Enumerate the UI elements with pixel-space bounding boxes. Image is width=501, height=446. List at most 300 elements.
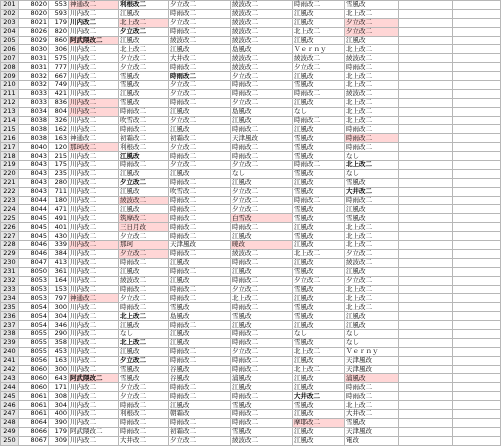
grid-cell[interactable]: 300 — [49, 365, 69, 374]
grid-cell[interactable]: 江風改 — [231, 321, 293, 330]
grid-cell[interactable]: 時雨改二 — [231, 365, 293, 374]
grid-cell[interactable]: 8033 — [19, 98, 49, 107]
grid-cell[interactable]: Ｖｅｒｎｙ — [293, 45, 345, 54]
grid-cell[interactable]: 421 — [49, 89, 69, 98]
grid-cell[interactable]: 時雨改二 — [345, 383, 399, 392]
grid-cell[interactable]: 夕立改二 — [231, 196, 293, 205]
grid-cell[interactable]: 時雨改二 — [231, 89, 293, 98]
grid-cell[interactable]: 時雨改二 — [231, 143, 293, 152]
grid-cell[interactable]: 雪風改 — [119, 81, 169, 90]
grid-cell[interactable]: 暁改 — [231, 241, 293, 250]
row-number-cell[interactable]: 222 — [1, 187, 19, 196]
grid-cell[interactable]: 8054 — [19, 312, 49, 321]
grid-cell[interactable] — [399, 436, 453, 445]
grid-cell[interactable]: 雪風改 — [231, 312, 293, 321]
grid-cell[interactable]: 時雨改二 — [119, 285, 169, 294]
grid-cell[interactable]: 夕立改二 — [169, 89, 231, 98]
grid-cell[interactable]: 時雨改二 — [293, 161, 345, 170]
grid-cell[interactable]: 時雨改二 — [119, 418, 169, 427]
grid-cell[interactable] — [399, 187, 453, 196]
grid-cell[interactable]: 時雨改二 — [231, 258, 293, 267]
grid-cell[interactable]: 綾波改二 — [119, 276, 169, 285]
grid-cell[interactable]: 時雨改二 — [169, 9, 231, 18]
grid-cell[interactable]: 時雨改二 — [119, 161, 169, 170]
grid-cell[interactable]: 北上改二 — [345, 294, 399, 303]
grid-cell[interactable]: 綾波改二 — [231, 249, 293, 258]
grid-cell[interactable]: 阿武隈改二 — [69, 427, 119, 436]
grid-cell[interactable]: 雪風改 — [293, 152, 345, 161]
grid-cell[interactable]: 夕立改二 — [169, 161, 231, 170]
row-number-cell[interactable]: 248 — [1, 418, 19, 427]
grid-cell[interactable] — [399, 321, 453, 330]
grid-cell[interactable] — [453, 241, 501, 250]
row-number-cell[interactable]: 217 — [1, 143, 19, 152]
grid-cell[interactable]: 夕立改二 — [345, 18, 399, 27]
grid-cell[interactable] — [399, 427, 453, 436]
grid-cell[interactable]: 471 — [49, 205, 69, 214]
grid-cell[interactable]: 川内改二 — [69, 107, 119, 116]
grid-cell[interactable]: 江風改 — [293, 374, 345, 383]
grid-cell[interactable]: 初霜改二 — [119, 134, 169, 143]
grid-cell[interactable]: 川内改二 — [69, 187, 119, 196]
grid-cell[interactable]: 777 — [49, 63, 69, 72]
grid-cell[interactable]: 235 — [49, 169, 69, 178]
grid-cell[interactable]: 川内改二 — [69, 392, 119, 401]
grid-cell[interactable]: 利根改二 — [119, 143, 169, 152]
grid-cell[interactable]: 夕立改二 — [119, 54, 169, 63]
grid-cell[interactable]: 北上改二 — [345, 232, 399, 241]
grid-cell[interactable]: 384 — [49, 249, 69, 258]
grid-cell[interactable] — [399, 418, 453, 427]
grid-cell[interactable]: 164 — [49, 276, 69, 285]
grid-cell[interactable] — [453, 116, 501, 125]
grid-cell[interactable]: 北上改二 — [293, 27, 345, 36]
grid-cell[interactable] — [399, 81, 453, 90]
grid-cell[interactable] — [453, 9, 501, 18]
grid-cell[interactable] — [399, 178, 453, 187]
grid-cell[interactable]: 時雨改二 — [169, 232, 231, 241]
grid-cell[interactable] — [453, 196, 501, 205]
grid-cell[interactable] — [453, 178, 501, 187]
grid-cell[interactable]: 江風改 — [169, 125, 231, 134]
grid-cell[interactable]: 時雨改二 — [169, 321, 231, 330]
grid-cell[interactable]: 島風改 — [231, 107, 293, 116]
row-number-cell[interactable]: 214 — [1, 116, 19, 125]
grid-cell[interactable]: 江風改 — [231, 178, 293, 187]
grid-cell[interactable]: 川内改二 — [69, 45, 119, 54]
grid-cell[interactable]: 天津風改 — [169, 241, 231, 250]
grid-cell[interactable]: 北上改二 — [293, 249, 345, 258]
grid-cell[interactable]: 8060 — [19, 383, 49, 392]
grid-cell[interactable]: 那珂改二 — [69, 143, 119, 152]
grid-cell[interactable]: 江風改 — [231, 383, 293, 392]
grid-cell[interactable]: 北上改二 — [345, 161, 399, 170]
grid-cell[interactable]: 400 — [49, 409, 69, 418]
grid-cell[interactable]: 夕立改二 — [169, 81, 231, 90]
grid-cell[interactable]: なし — [293, 329, 345, 338]
grid-cell[interactable]: 江風改 — [293, 356, 345, 365]
grid-cell[interactable]: 雪風改 — [293, 232, 345, 241]
grid-cell[interactable]: 雪風改 — [293, 81, 345, 90]
grid-cell[interactable]: 川内改二 — [69, 81, 119, 90]
grid-cell[interactable]: 江風改 — [169, 169, 231, 178]
grid-cell[interactable]: なし — [345, 329, 399, 338]
grid-cell[interactable] — [399, 169, 453, 178]
grid-cell[interactable] — [453, 18, 501, 27]
grid-cell[interactable]: 北上改二 — [345, 303, 399, 312]
grid-cell[interactable]: 綾波改二 — [231, 18, 293, 27]
grid-cell[interactable]: 江風改 — [119, 152, 169, 161]
grid-cell[interactable]: 夕立改二 — [119, 27, 169, 36]
grid-cell[interactable] — [399, 9, 453, 18]
grid-cell[interactable]: なし — [345, 338, 399, 347]
grid-cell[interactable]: 749 — [49, 81, 69, 90]
grid-cell[interactable]: 夕立改二 — [119, 294, 169, 303]
grid-cell[interactable]: 阿武隈改二 — [69, 36, 119, 45]
grid-cell[interactable] — [453, 285, 501, 294]
grid-cell[interactable] — [399, 365, 453, 374]
grid-cell[interactable]: 北上改二 — [345, 107, 399, 116]
grid-cell[interactable]: 川内改二 — [69, 9, 119, 18]
grid-cell[interactable]: 8046 — [19, 249, 49, 258]
grid-cell[interactable]: 川内改二 — [69, 125, 119, 134]
grid-cell[interactable]: 280 — [49, 178, 69, 187]
row-number-cell[interactable]: 235 — [1, 303, 19, 312]
grid-cell[interactable]: 川内改二 — [69, 347, 119, 356]
grid-cell[interactable] — [399, 383, 453, 392]
grid-cell[interactable] — [399, 27, 453, 36]
grid-cell[interactable]: 江風改 — [119, 347, 169, 356]
grid-cell[interactable]: 江風改 — [293, 72, 345, 81]
grid-cell[interactable]: 川内改二 — [69, 383, 119, 392]
grid-cell[interactable]: 江風改 — [119, 169, 169, 178]
grid-cell[interactable]: 雪風改 — [293, 205, 345, 214]
grid-cell[interactable]: 雪風改 — [169, 303, 231, 312]
grid-cell[interactable]: 江風改 — [169, 329, 231, 338]
grid-cell[interactable]: 雪風改 — [119, 72, 169, 81]
grid-cell[interactable]: 綾波改二 — [293, 54, 345, 63]
grid-cell[interactable]: 川内改二 — [69, 54, 119, 63]
grid-cell[interactable]: 夕立改二 — [345, 27, 399, 36]
grid-cell[interactable]: 夕立改二 — [231, 98, 293, 107]
grid-cell[interactable]: 川内改二 — [69, 409, 119, 418]
row-number-cell[interactable]: 239 — [1, 338, 19, 347]
grid-cell[interactable]: 綾波改二 — [169, 36, 231, 45]
row-number-cell[interactable]: 240 — [1, 347, 19, 356]
grid-cell[interactable] — [399, 72, 453, 81]
grid-cell[interactable]: 時雨改二 — [169, 152, 231, 161]
grid-cell[interactable] — [399, 223, 453, 232]
grid-cell[interactable]: 時雨改二 — [169, 418, 231, 427]
grid-cell[interactable]: 8060 — [19, 365, 49, 374]
grid-cell[interactable] — [453, 392, 501, 401]
grid-cell[interactable]: 夕立改二 — [119, 232, 169, 241]
grid-cell[interactable]: 雪風改 — [345, 214, 399, 223]
grid-cell[interactable]: 8055 — [19, 329, 49, 338]
grid-cell[interactable]: 夕立改二 — [231, 347, 293, 356]
row-number-cell[interactable]: 247 — [1, 409, 19, 418]
grid-cell[interactable]: 雪風改 — [231, 401, 293, 410]
row-number-cell[interactable]: 218 — [1, 152, 19, 161]
grid-cell[interactable] — [453, 374, 501, 383]
grid-cell[interactable]: 北上改二 — [119, 312, 169, 321]
grid-cell[interactable]: 時雨改二 — [231, 409, 293, 418]
row-number-cell[interactable]: 211 — [1, 89, 19, 98]
grid-cell[interactable]: 時雨改二 — [293, 196, 345, 205]
grid-cell[interactable]: 神通改二 — [69, 294, 119, 303]
grid-cell[interactable]: 大井改二 — [293, 392, 345, 401]
grid-cell[interactable]: 天津風改 — [345, 365, 399, 374]
grid-cell[interactable]: 8053 — [19, 276, 49, 285]
grid-cell[interactable] — [453, 338, 501, 347]
grid-cell[interactable]: 江風改 — [119, 89, 169, 98]
row-number-cell[interactable]: 212 — [1, 98, 19, 107]
grid-cell[interactable]: 雪風改 — [293, 267, 345, 276]
row-number-cell[interactable]: 229 — [1, 249, 19, 258]
grid-cell[interactable]: 夕立改二 — [231, 205, 293, 214]
grid-cell[interactable]: 643 — [49, 374, 69, 383]
grid-cell[interactable]: 308 — [49, 392, 69, 401]
grid-cell[interactable] — [453, 232, 501, 241]
grid-cell[interactable]: 179 — [49, 427, 69, 436]
row-number-cell[interactable]: 216 — [1, 134, 19, 143]
grid-cell[interactable] — [453, 303, 501, 312]
grid-cell[interactable]: 江風改 — [293, 9, 345, 18]
grid-cell[interactable]: 8021 — [19, 18, 49, 27]
grid-cell[interactable]: 8045 — [19, 214, 49, 223]
grid-cell[interactable] — [399, 241, 453, 250]
grid-cell[interactable]: 江風改 — [293, 294, 345, 303]
grid-cell[interactable]: 8061 — [19, 392, 49, 401]
grid-cell[interactable] — [399, 249, 453, 258]
grid-cell[interactable]: 川内改二 — [69, 276, 119, 285]
grid-cell[interactable] — [453, 45, 501, 54]
grid-cell[interactable]: 8031 — [19, 54, 49, 63]
grid-cell[interactable]: 北上改二 — [293, 365, 345, 374]
grid-cell[interactable]: 川内改二 — [69, 205, 119, 214]
grid-cell[interactable]: 江風改 — [293, 321, 345, 330]
grid-cell[interactable]: 8020 — [19, 9, 49, 18]
grid-cell[interactable]: 雪風改 — [293, 169, 345, 178]
grid-cell[interactable]: 8046 — [19, 241, 49, 250]
grid-cell[interactable]: 綾波改二 — [345, 258, 399, 267]
grid-cell[interactable]: 304 — [49, 312, 69, 321]
grid-cell[interactable]: 8044 — [19, 205, 49, 214]
grid-cell[interactable]: 雪風改 — [293, 303, 345, 312]
row-number-cell[interactable]: 241 — [1, 356, 19, 365]
grid-cell[interactable] — [453, 258, 501, 267]
grid-cell[interactable] — [399, 152, 453, 161]
grid-cell[interactable]: 8047 — [19, 258, 49, 267]
grid-cell[interactable]: 8020 — [19, 1, 49, 10]
grid-cell[interactable]: 川内改二 — [69, 418, 119, 427]
grid-cell[interactable] — [453, 427, 501, 436]
grid-cell[interactable]: 雪風改 — [345, 178, 399, 187]
grid-cell[interactable] — [399, 54, 453, 63]
grid-cell[interactable]: 江風改 — [293, 258, 345, 267]
grid-cell[interactable]: 361 — [49, 267, 69, 276]
row-number-cell[interactable]: 220 — [1, 169, 19, 178]
grid-cell[interactable]: 綾波改二 — [231, 54, 293, 63]
grid-cell[interactable]: 時雨改二 — [119, 303, 169, 312]
grid-cell[interactable]: 島風改 — [169, 312, 231, 321]
grid-cell[interactable]: 川内改二 — [69, 401, 119, 410]
grid-cell[interactable]: 8032 — [19, 81, 49, 90]
grid-cell[interactable]: 綾波改二 — [231, 9, 293, 18]
grid-cell[interactable]: 川内改二 — [69, 89, 119, 98]
grid-cell[interactable]: 江風改 — [169, 401, 231, 410]
grid-cell[interactable]: 820 — [49, 27, 69, 36]
grid-cell[interactable]: 時雨改二 — [345, 392, 399, 401]
grid-cell[interactable]: 江風改 — [293, 36, 345, 45]
grid-cell[interactable]: 川内改二 — [69, 72, 119, 81]
row-number-cell[interactable]: 245 — [1, 392, 19, 401]
grid-cell[interactable]: 8026 — [19, 27, 49, 36]
grid-cell[interactable]: 8038 — [19, 116, 49, 125]
grid-cell[interactable]: 雪風改 — [345, 418, 399, 427]
grid-cell[interactable]: 江風改 — [169, 258, 231, 267]
grid-cell[interactable]: 163 — [49, 356, 69, 365]
grid-cell[interactable] — [399, 294, 453, 303]
grid-cell[interactable] — [399, 205, 453, 214]
grid-cell[interactable]: 711 — [49, 187, 69, 196]
grid-cell[interactable]: 8055 — [19, 338, 49, 347]
grid-cell[interactable] — [399, 329, 453, 338]
grid-cell[interactable]: 江風改 — [119, 267, 169, 276]
grid-cell[interactable]: 491 — [49, 214, 69, 223]
grid-cell[interactable]: 時雨改二 — [169, 214, 231, 223]
grid-cell[interactable]: 時雨改二 — [119, 427, 169, 436]
row-number-cell[interactable]: 209 — [1, 72, 19, 81]
row-number-cell[interactable]: 237 — [1, 321, 19, 330]
grid-cell[interactable] — [399, 161, 453, 170]
grid-cell[interactable]: 339 — [49, 241, 69, 250]
grid-cell[interactable]: 浦風改 — [231, 374, 293, 383]
grid-cell[interactable]: 雪風改 — [119, 374, 169, 383]
grid-cell[interactable] — [399, 63, 453, 72]
row-number-cell[interactable]: 215 — [1, 125, 19, 134]
grid-cell[interactable]: 時雨改二 — [345, 134, 399, 143]
grid-cell[interactable]: 時雨改二 — [345, 196, 399, 205]
grid-cell[interactable]: 時雨改二 — [169, 98, 231, 107]
grid-cell[interactable] — [399, 267, 453, 276]
grid-cell[interactable]: 江風改 — [293, 18, 345, 27]
grid-cell[interactable]: 401 — [49, 223, 69, 232]
grid-cell[interactable]: 北上改二 — [345, 81, 399, 90]
grid-cell[interactable]: 川内改二 — [69, 116, 119, 125]
grid-cell[interactable]: 川内改二 — [69, 178, 119, 187]
grid-cell[interactable]: 綾波改二 — [231, 1, 293, 10]
grid-cell[interactable]: 江風改 — [293, 98, 345, 107]
row-number-cell[interactable]: 238 — [1, 329, 19, 338]
grid-cell[interactable] — [399, 143, 453, 152]
grid-cell[interactable] — [453, 205, 501, 214]
grid-cell[interactable]: 時雨改二 — [169, 205, 231, 214]
grid-cell[interactable]: 時雨改二 — [231, 418, 293, 427]
grid-cell[interactable]: 8054 — [19, 321, 49, 330]
grid-cell[interactable] — [399, 285, 453, 294]
grid-cell[interactable] — [453, 329, 501, 338]
grid-cell[interactable] — [453, 418, 501, 427]
grid-cell[interactable]: 川内改二 — [69, 232, 119, 241]
grid-cell[interactable]: 8066 — [19, 427, 49, 436]
row-number-cell[interactable]: 204 — [1, 27, 19, 36]
grid-cell[interactable]: 夕立改二 — [119, 249, 169, 258]
grid-cell[interactable]: 川内改二 — [69, 214, 119, 223]
grid-cell[interactable]: なし — [345, 169, 399, 178]
grid-cell[interactable]: 860 — [49, 36, 69, 45]
grid-cell[interactable]: 北上改二 — [345, 98, 399, 107]
grid-cell[interactable]: 北上改二 — [231, 294, 293, 303]
grid-cell[interactable]: 667 — [49, 72, 69, 81]
grid-cell[interactable]: 120 — [49, 143, 69, 152]
grid-cell[interactable]: 江風改 — [119, 187, 169, 196]
grid-cell[interactable]: 筑摩改二 — [119, 214, 169, 223]
grid-cell[interactable]: 夕立改二 — [119, 63, 169, 72]
grid-cell[interactable]: 谷風改 — [169, 365, 231, 374]
grid-cell[interactable]: 谷風改 — [169, 374, 231, 383]
grid-cell[interactable] — [399, 392, 453, 401]
row-number-cell[interactable]: 219 — [1, 161, 19, 170]
grid-cell[interactable]: 夕立改二 — [293, 63, 345, 72]
grid-cell[interactable]: 夕立改二 — [231, 72, 293, 81]
grid-cell[interactable]: 綾波改二 — [345, 89, 399, 98]
grid-cell[interactable]: 時雨改二 — [345, 143, 399, 152]
grid-cell[interactable]: 雪風改 — [293, 134, 345, 143]
grid-cell[interactable]: 川内改二 — [69, 258, 119, 267]
grid-cell[interactable] — [399, 1, 453, 10]
grid-cell[interactable]: 北上改二 — [345, 45, 399, 54]
grid-cell[interactable]: 川内改二 — [69, 98, 119, 107]
grid-cell[interactable]: 575 — [49, 54, 69, 63]
row-number-cell[interactable]: 228 — [1, 241, 19, 250]
grid-cell[interactable]: 雪風改 — [293, 312, 345, 321]
grid-cell[interactable]: 江風改 — [345, 321, 399, 330]
grid-cell[interactable] — [399, 232, 453, 241]
grid-cell[interactable]: 川内改二 — [69, 303, 119, 312]
row-number-cell[interactable]: 233 — [1, 285, 19, 294]
grid-cell[interactable]: 江風改 — [293, 125, 345, 134]
grid-cell[interactable] — [453, 312, 501, 321]
grid-cell[interactable] — [399, 312, 453, 321]
grid-cell[interactable]: 雪風改 — [293, 214, 345, 223]
grid-cell[interactable] — [453, 27, 501, 36]
grid-cell[interactable]: 時雨改二 — [169, 356, 231, 365]
grid-cell[interactable]: 時雨改二 — [169, 267, 231, 276]
grid-cell[interactable]: 時雨改二 — [119, 401, 169, 410]
grid-cell[interactable]: 江風改 — [169, 276, 231, 285]
grid-cell[interactable]: 180 — [49, 196, 69, 205]
grid-cell[interactable]: 8044 — [19, 196, 49, 205]
grid-cell[interactable]: 北上改二 — [345, 9, 399, 18]
grid-cell[interactable] — [399, 98, 453, 107]
grid-cell[interactable]: 553 — [49, 1, 69, 10]
grid-cell[interactable]: 8030 — [19, 45, 49, 54]
grid-cell[interactable]: 593 — [49, 9, 69, 18]
grid-cell[interactable]: 夕立改二 — [345, 276, 399, 285]
grid-cell[interactable] — [453, 107, 501, 116]
grid-cell[interactable] — [453, 36, 501, 45]
row-number-cell[interactable]: 231 — [1, 267, 19, 276]
grid-cell[interactable]: 朝霜改 — [169, 409, 231, 418]
grid-cell[interactable]: 時雨改二 — [293, 89, 345, 98]
grid-cell[interactable]: 白雪改 — [231, 214, 293, 223]
grid-cell[interactable]: 大井改二 — [345, 187, 399, 196]
grid-cell[interactable]: 江風改 — [293, 436, 345, 445]
grid-cell[interactable]: 8031 — [19, 63, 49, 72]
grid-cell[interactable]: 利根改二 — [119, 409, 169, 418]
grid-cell[interactable]: 時雨改二 — [231, 338, 293, 347]
